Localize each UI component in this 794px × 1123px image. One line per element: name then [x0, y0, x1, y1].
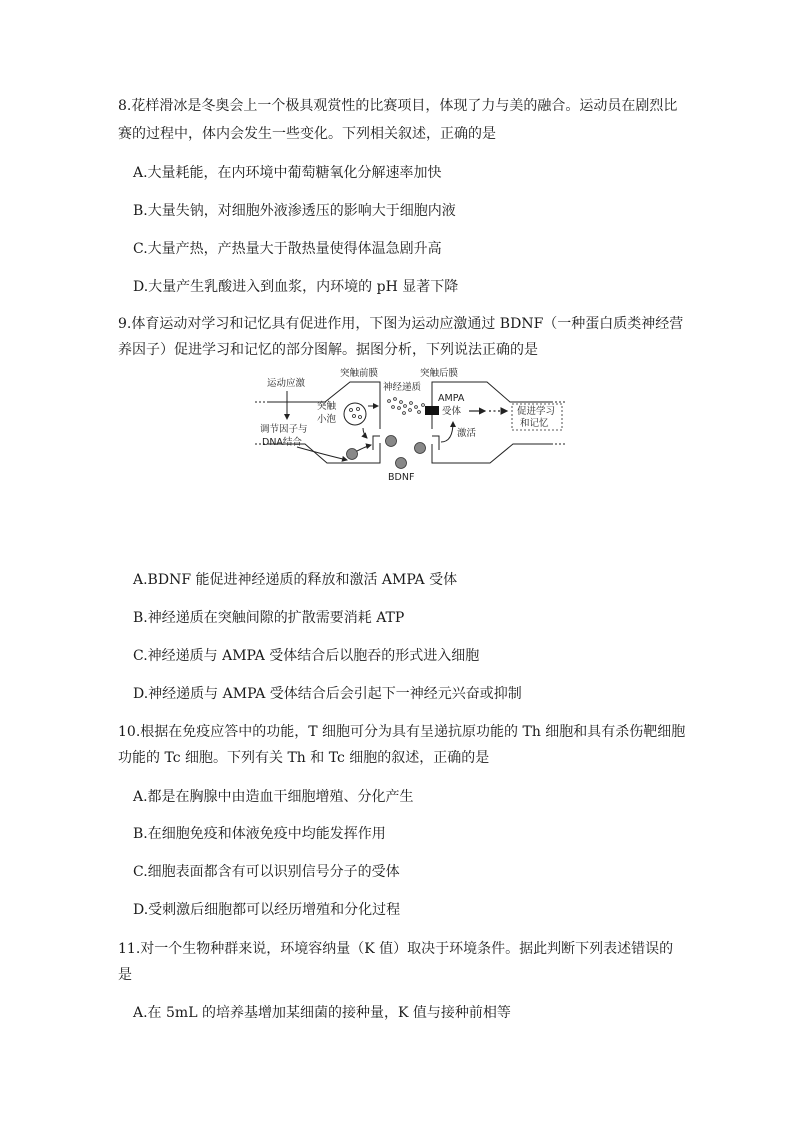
- label-postsynaptic-membrane: 突触后膜: [420, 368, 459, 379]
- bdnf-molecule-1: [347, 449, 358, 460]
- label-receptor: 受体: [442, 406, 462, 417]
- label-promote-line-1: 促进学习: [517, 406, 556, 417]
- label-presynaptic-membrane: 突触前膜: [340, 368, 379, 379]
- question-9-stem-line-1: 9.体育运动对学习和记忆具有促进作用，下图为运动应激通过 BDNF（一种蛋白质类神经营: [118, 316, 684, 332]
- question-9-option-d: D.神经递质与 AMPA 受体结合后会引起下一神经元兴奋或抑制: [133, 686, 522, 702]
- presynaptic-bdnf-receptor: [373, 436, 380, 450]
- question-9-option-c: C.神经递质与 AMPA 受体结合后以胞吞的形式进入细胞: [133, 648, 480, 664]
- question-11-stem-line-2: 是: [118, 967, 132, 983]
- label-bdnf: BDNF: [388, 472, 415, 483]
- question-8-option-b: B.大量失钠，对细胞外液渗透压的影响大于细胞内液: [133, 203, 456, 219]
- bdnf-molecule-3: [396, 458, 407, 469]
- question-8-option-c: C.大量产热，产热量大于散热量使得体温急剧升高: [133, 241, 442, 257]
- question-9-option-b: B.神经递质在突触间隙的扩散需要消耗 ATP: [133, 610, 405, 626]
- question-11-option-a: A.在 5mL 的培养基增加某细菌的接种量，K 值与接种前相等: [133, 1005, 511, 1021]
- label-vesicle-line-2: 小泡: [317, 414, 337, 425]
- bdnf-synapse-diagram: [255, 366, 565, 486]
- question-8-stem-line-1: 8.花样滑冰是冬奥会上一个极具观赏性的比赛项目，体现了力与美的融合。运动员在剧烈比: [118, 98, 678, 114]
- bdnf-molecule-4: [415, 443, 426, 454]
- question-10-stem-line-2: 功能的 Tc 细胞。下列有关 Th 和 Tc 细胞的叙述，正确的是: [118, 750, 490, 766]
- arrow-bdnf-to-presynaptic: [355, 445, 371, 452]
- label-regulator-line-1: 调节因子与: [260, 424, 308, 435]
- question-10-option-b: B.在细胞免疫和体液免疫中均能发挥作用: [133, 826, 386, 842]
- question-9-option-a: A.BDNF 能促进神经递质的释放和激活 AMPA 受体: [133, 572, 458, 588]
- question-10-option-c: C.细胞表面都含有可以识别信号分子的受体: [133, 864, 400, 880]
- ampa-receptor-block: [425, 406, 439, 415]
- label-ampa: AMPA: [438, 393, 465, 404]
- question-9-stem-line-2: 养因子）促进学习和记忆的部分图解。据图分析，下列说法正确的是: [118, 342, 538, 358]
- question-8-stem-line-2: 赛的过程中，体内会发生一些变化。下列相关叙述，正确的是: [118, 126, 496, 142]
- label-exercise-stress: 运动应激: [267, 378, 306, 389]
- question-8-option-d: D.大量产生乳酸进入到血浆，内环境的 pH 显著下降: [133, 279, 459, 295]
- question-10-stem-line-1: 10.根据在免疫应答中的功能，T 细胞可分为具有呈递抗原功能的 Th 细胞和具有杀伤靶细胞: [118, 724, 686, 740]
- question-8-option-a: A.大量耗能，在内环境中葡萄糖氧化分解速率加快: [133, 165, 442, 181]
- postsynaptic-lower-outline: [432, 444, 565, 463]
- question-10-option-a: A.都是在胸腺中由造血干细胞增殖、分化产生: [133, 789, 414, 805]
- label-activate: 激活: [457, 428, 477, 439]
- question-10-option-d: D.受刺激后细胞都可以经历增殖和分化过程: [133, 902, 401, 918]
- synaptic-vesicle: [344, 403, 366, 425]
- label-promote-line-2: 和记忆: [520, 418, 549, 429]
- bdnf-molecule-2: [386, 436, 397, 447]
- label-neurotransmitter: 神经递质: [383, 382, 422, 393]
- postsynaptic-bdnf-receptor: [432, 436, 439, 450]
- label-regulator-line-2: DNA结合: [262, 437, 302, 448]
- neurotransmitter-dots: [388, 398, 425, 415]
- arrow-activation: [441, 422, 453, 442]
- question-11-stem-line-1: 11.对一个生物种群来说，环境容纳量（K 值）取决于环境条件。据此判断下列表述错误的: [118, 941, 674, 957]
- label-vesicle-line-1: 突触: [317, 401, 337, 412]
- arrow-bdnf-to-vesicle: [363, 428, 367, 438]
